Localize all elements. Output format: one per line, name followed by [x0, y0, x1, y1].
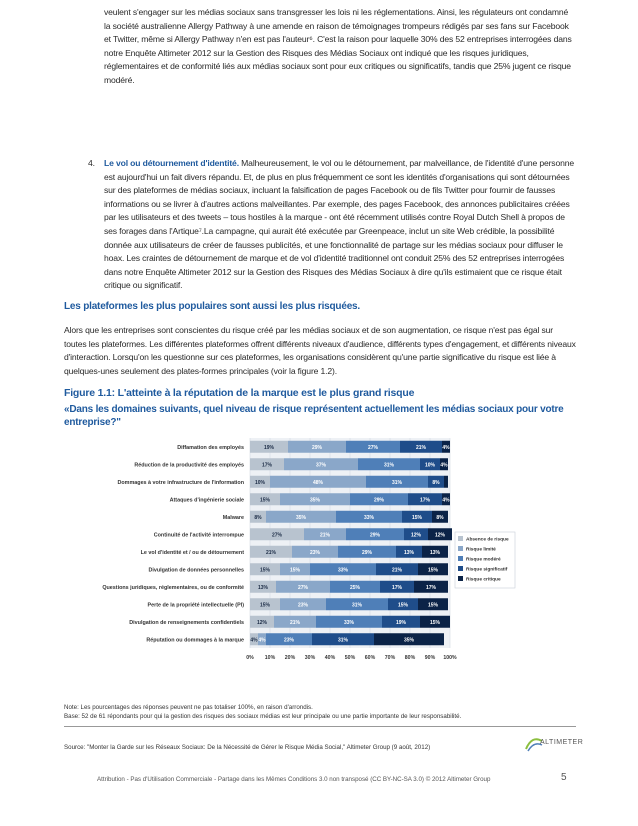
data-label: 10% [424, 462, 436, 469]
data-label: 15% [429, 619, 441, 626]
data-label: 15% [289, 567, 301, 574]
data-label: 8% [432, 479, 440, 486]
data-label: 31% [391, 479, 403, 486]
legend-swatch [458, 536, 463, 541]
x-tick-label: 90% [424, 655, 436, 661]
data-label: 27% [271, 532, 283, 539]
data-label: 21% [289, 619, 301, 626]
data-label: 21% [319, 532, 331, 539]
list-item-identity-theft [104, 157, 576, 293]
data-label: 4% [258, 637, 266, 644]
category-label: Malware [222, 514, 244, 521]
data-label: 12% [410, 532, 422, 539]
data-label: 29% [369, 532, 381, 539]
data-label: 21% [265, 549, 277, 556]
data-label: 23% [297, 602, 309, 609]
data-label: 8% [436, 514, 444, 521]
category-label: Le vol d'identité et / ou de détournement [140, 549, 244, 556]
chart-note: Note: Les pourcentages des réponses peuvent ne pas totaliser 100%, en raison d'arrondis. [64, 704, 313, 711]
data-label: 15% [259, 602, 271, 609]
data-label: 15% [259, 567, 271, 574]
legend-label: Absence de risque [466, 537, 509, 543]
data-label: 33% [363, 514, 375, 521]
data-label: 29% [361, 549, 373, 556]
data-label: 17% [261, 462, 273, 469]
altimeter-logo [524, 733, 584, 755]
data-label: 31% [351, 602, 363, 609]
page-number: 5 [561, 772, 567, 783]
data-label: 10% [254, 479, 266, 486]
x-tick-label: 50% [344, 655, 356, 661]
x-tick-label: 30% [304, 655, 316, 661]
data-label: 15% [397, 602, 409, 609]
altimeter-logo-text: ALTIMETER [540, 739, 584, 746]
data-label: 21% [391, 567, 403, 574]
risk-bar-chart [60, 434, 580, 678]
list-item-body: Malheureusement, le vol ou le détournement, par malveillance, de l'identité d'une personne est aujourd'hui un fait divers répandu. Et, de plus en plus fréquemment ce sont les identités d'organisations qui sont détournées sur des plateformes de médias sociaux, incluant la falsification de pages Facebook ou de fils Twitter pour fournir de fausses informations ou se livrer à d'autres actions malveillantes. Par exemple, des pages Facebook, des annonces publicitaires créées par les utilisateurs et des tweets – tous hostiles à la marque - ont été récemment utilisés contre Royal Dutch Shell à propos de ses forages dans l'Artique⁷.La campagne, qui aurait été exécutée par Greenpeace, inclut un site Web crédible, la possibilité donnée aux utilisateurs de créer de fausses publicités, et une fonctionnalité de partage sur les médias sociaux pour diffuser le hoax. Les craintes de détournement de marque et de vol d'identité traditionnel ont conduit 25% des 52 entreprises interrogées dans notre Enquête Altimeter 2012 sur la Gestion des Risques des Médias Sociaux à dire qu'ils estimaient que ce risque était critique ou significatif. [104, 158, 574, 291]
data-label: 35% [309, 497, 321, 504]
data-label: 12% [434, 532, 446, 539]
data-label: 4% [250, 637, 258, 644]
data-label: 12% [256, 619, 268, 626]
data-label: 15% [411, 514, 423, 521]
data-label: 8% [254, 514, 262, 521]
data-label: 31% [337, 637, 349, 644]
continued-paragraph: veulent s'engager sur les médias sociaux sans transgresser les lois ni les réglementations. Ainsi, les régulateurs ont condamné la société australienne Allergy Pathway à une amende en raison de témoignages trompeurs rédigés par ses fans sur Facebook et Twitter, même si Allergy Pathway n'en est pas l'auteur⁶. C'est la raison pour laquelle 30% des 52 entreprises interrogées dans notre Enquête Altimeter 2012 sur la Gestion des Risques des Médias Sociaux ont indiqué que les risques juridiques, réglementaires et de conformité liés aux médias sociaux sont pour eux critiques ou significatifs, tandis que 25% jugent ce risque modéré. [104, 7, 572, 85]
data-label: 17% [419, 497, 431, 504]
data-label: 35% [403, 637, 415, 644]
data-label: 35% [295, 514, 307, 521]
category-label: Dommages à votre infrastructure de l'information [117, 479, 244, 486]
data-label: 48% [312, 479, 324, 486]
data-label: 33% [337, 567, 349, 574]
bar-segment [444, 476, 448, 488]
footer-text: Attribution - Pas d'Utilisation Commerciale - Partage dans les Mêmes Conditions 3.0 non transposé (CC BY-NC-SA 3.0) © 2012 Altimeter Group [97, 776, 491, 783]
category-label: Réputation ou dommages à la marque [146, 637, 244, 644]
category-label: Divulgation de renseignements confidentiels [129, 619, 244, 626]
category-label: Perte de la propriété intellectuelle (PI) [147, 602, 244, 609]
x-tick-label: 60% [364, 655, 376, 661]
data-label: 19% [263, 444, 275, 451]
category-label: Questions juridiques, réglementaires, ou de conformité [102, 584, 244, 591]
category-label: Diffamation des employés [177, 444, 244, 451]
x-tick-label: 100% [443, 655, 457, 661]
data-label: 15% [427, 602, 439, 609]
legend-swatch [458, 576, 463, 581]
data-label: 31% [383, 462, 395, 469]
divider [64, 726, 576, 727]
data-label: 23% [309, 549, 321, 556]
x-tick-label: 10% [264, 655, 276, 661]
data-label: 13% [257, 584, 269, 591]
data-label: 13% [429, 549, 441, 556]
data-label: 29% [373, 497, 385, 504]
data-label: 27% [297, 584, 309, 591]
figure-question: «Dans les domaines suivants, quel niveau de risque représentent actuellement les médias sociaux pour votre entreprise?" [64, 404, 564, 428]
list-item-title: Le vol ou détournement d'identité. [104, 158, 239, 168]
legend-swatch [458, 546, 463, 551]
data-label: 33% [343, 619, 355, 626]
x-tick-label: 40% [324, 655, 336, 661]
data-label: 4% [440, 462, 448, 469]
legend-swatch [458, 566, 463, 571]
x-tick-label: 0% [246, 655, 254, 661]
data-label: 13% [403, 549, 415, 556]
section-paragraph: Alors que les entreprises sont conscientes du risque créé par les médias sociaux et de son augmentation, ce risque n'est pas égal sur toutes les plateformes. Les différentes plateformes offrent différents niveaux d'audience, différents types d'engagement, et différents niveaux d'interaction. Lorsqu'on les questionne sur ces plateformes, les organisations considèrent qu'une partie significative du risque est liée à quelques-unes seulement des plates-formes principales (voir la figure 1.2). [64, 325, 576, 376]
section-heading: Les plateformes les plus populaires sont aussi les plus risquées. [64, 301, 360, 312]
data-label: 21% [415, 444, 427, 451]
list-number-4: 4. [88, 158, 95, 168]
x-tick-label: 80% [404, 655, 416, 661]
data-label: 25% [349, 584, 361, 591]
data-label: 15% [427, 567, 439, 574]
data-label: 29% [311, 444, 323, 451]
data-label: 37% [315, 462, 327, 469]
data-label: 17% [391, 584, 403, 591]
category-label: Réduction de la productivité des employés [134, 462, 244, 469]
legend-swatch [458, 556, 463, 561]
x-tick-label: 70% [384, 655, 396, 661]
category-label: Continuité de l'activité interrompue [153, 532, 244, 539]
category-label: Divulgation de données personnelles [148, 567, 244, 574]
legend-label: Risque significatif [466, 567, 508, 573]
chart-source: Source: "Monter la Garde sur les Réseaux Sociaux: De la Nécessité de Gérer le Risque Média Social," Altimeter Group (9 août, 2012) [64, 744, 431, 751]
legend-label: Risque limité [466, 547, 496, 553]
legend-label: Risque modéré [466, 557, 501, 563]
data-label: 15% [259, 497, 271, 504]
data-label: 4% [442, 497, 450, 504]
data-label: 17% [425, 584, 437, 591]
data-label: 23% [283, 637, 295, 644]
chart-base: Base: 52 de 61 répondants pour qui la gestion des risques des sociaux médias est leur principale ou une partie importante de leur responsabilité. [64, 713, 462, 720]
data-label: 19% [395, 619, 407, 626]
x-tick-label: 20% [284, 655, 296, 661]
category-label: Attaques d'ingénierie sociale [169, 497, 244, 504]
legend-label: Risque critique [466, 577, 501, 583]
data-label: 27% [367, 444, 379, 451]
data-label: 4% [442, 444, 450, 451]
figure-title: Figure 1.1: L'atteinte à la réputation de la marque est le plus grand risque [64, 387, 415, 399]
